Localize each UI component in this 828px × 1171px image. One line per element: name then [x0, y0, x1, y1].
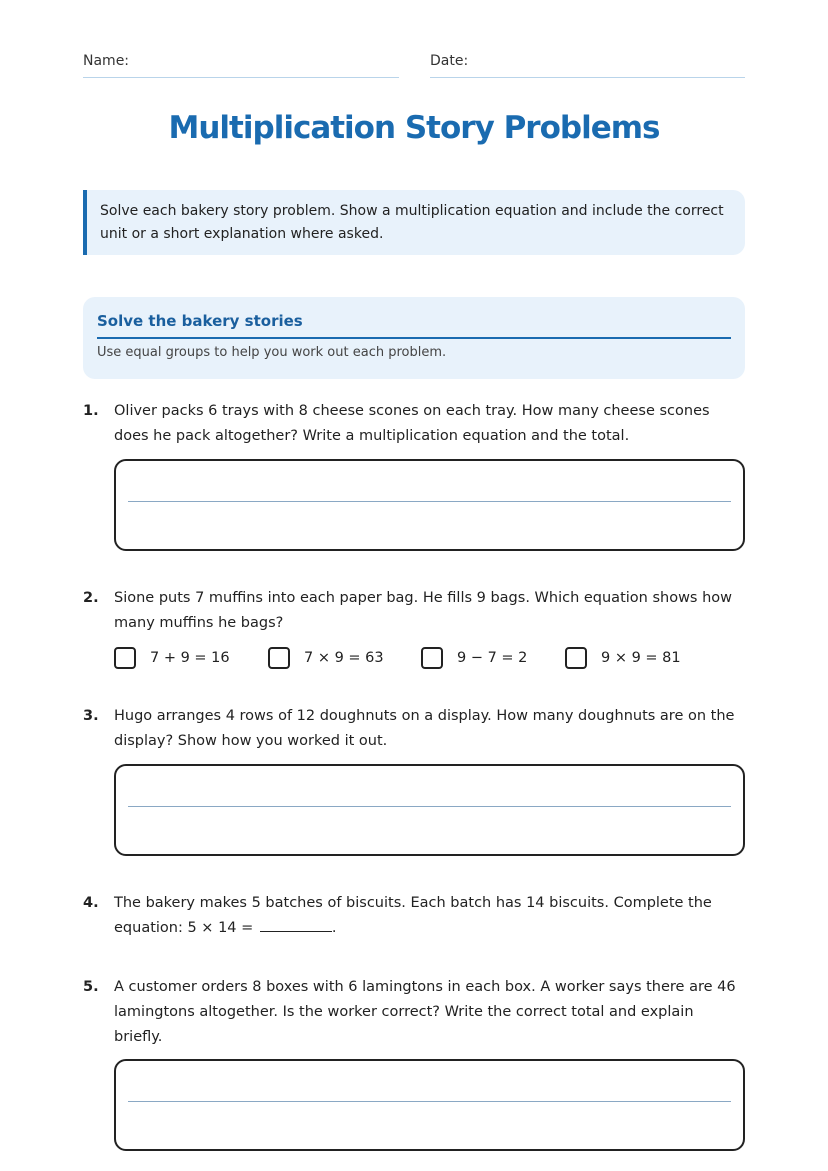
- answer-blank[interactable]: [260, 917, 332, 932]
- answer-line: [128, 501, 731, 502]
- name-field[interactable]: [83, 50, 399, 78]
- question-number: 2.: [83, 590, 99, 606]
- checkbox[interactable]: [268, 647, 290, 669]
- question-number: 1.: [83, 403, 99, 419]
- question-text-line1: The bakery makes 5 batches of biscuits. Each batch has 14 biscuits. Complete the: [114, 895, 712, 911]
- name-label: Name:: [83, 53, 130, 69]
- question-number: 5.: [83, 979, 99, 995]
- section-subtitle: Use equal groups to help you work out each problem.: [97, 345, 447, 360]
- question-text: Hugo arranges 4 rows of 12 doughnuts on a display. How many doughnuts are on the display? Show how you worked it out.: [114, 708, 735, 749]
- choice-label: 7 + 9 = 16: [150, 650, 230, 666]
- question-number: 4.: [83, 895, 99, 911]
- answer-box-3[interactable]: [114, 764, 745, 856]
- answer-line: [128, 806, 731, 807]
- section-title: Solve the bakery stories: [97, 312, 731, 339]
- answer-choices: [114, 646, 734, 674]
- question-text: [114, 891, 746, 941]
- date-field[interactable]: [430, 50, 745, 78]
- choice-label: 9 × 9 = 81: [601, 650, 681, 666]
- answer-line: [128, 1101, 731, 1102]
- question-text-end: .: [331, 920, 337, 936]
- checkbox[interactable]: [421, 647, 443, 669]
- question-text: A customer orders 8 boxes with 6 lamingtons in each box. A worker says there are 46 lamingtons altogether. Is the worker correct? Write the correct total and explain briefly.: [114, 979, 736, 1045]
- choice-label: 9 − 7 = 2: [457, 650, 528, 666]
- page-title: Multiplication Story Problems: [168, 110, 660, 146]
- instructions-text: Solve each bakery story problem. Show a multiplication equation and include the correct unit or a short explanation where asked.: [100, 203, 724, 242]
- question-text: Sione puts 7 muffins into each paper bag. He fills 9 bags. Which equation shows how many muffins he bags?: [114, 590, 733, 631]
- checkbox[interactable]: [565, 647, 587, 669]
- date-label: Date:: [430, 53, 469, 69]
- question-text-line2: equation: 5 × 14 =: [114, 920, 254, 936]
- question-number: 3.: [83, 708, 99, 724]
- instructions-box: [83, 190, 745, 255]
- answer-box-1[interactable]: [114, 459, 745, 551]
- answer-box-5[interactable]: [114, 1059, 745, 1151]
- section-card: [83, 297, 745, 379]
- checkbox[interactable]: [114, 647, 136, 669]
- question-text: Oliver packs 6 trays with 8 cheese scones on each tray. How many cheese scones does he pack altogether? Write a multiplication equation and the total.: [114, 403, 710, 444]
- choice-label: 7 × 9 = 63: [304, 650, 384, 666]
